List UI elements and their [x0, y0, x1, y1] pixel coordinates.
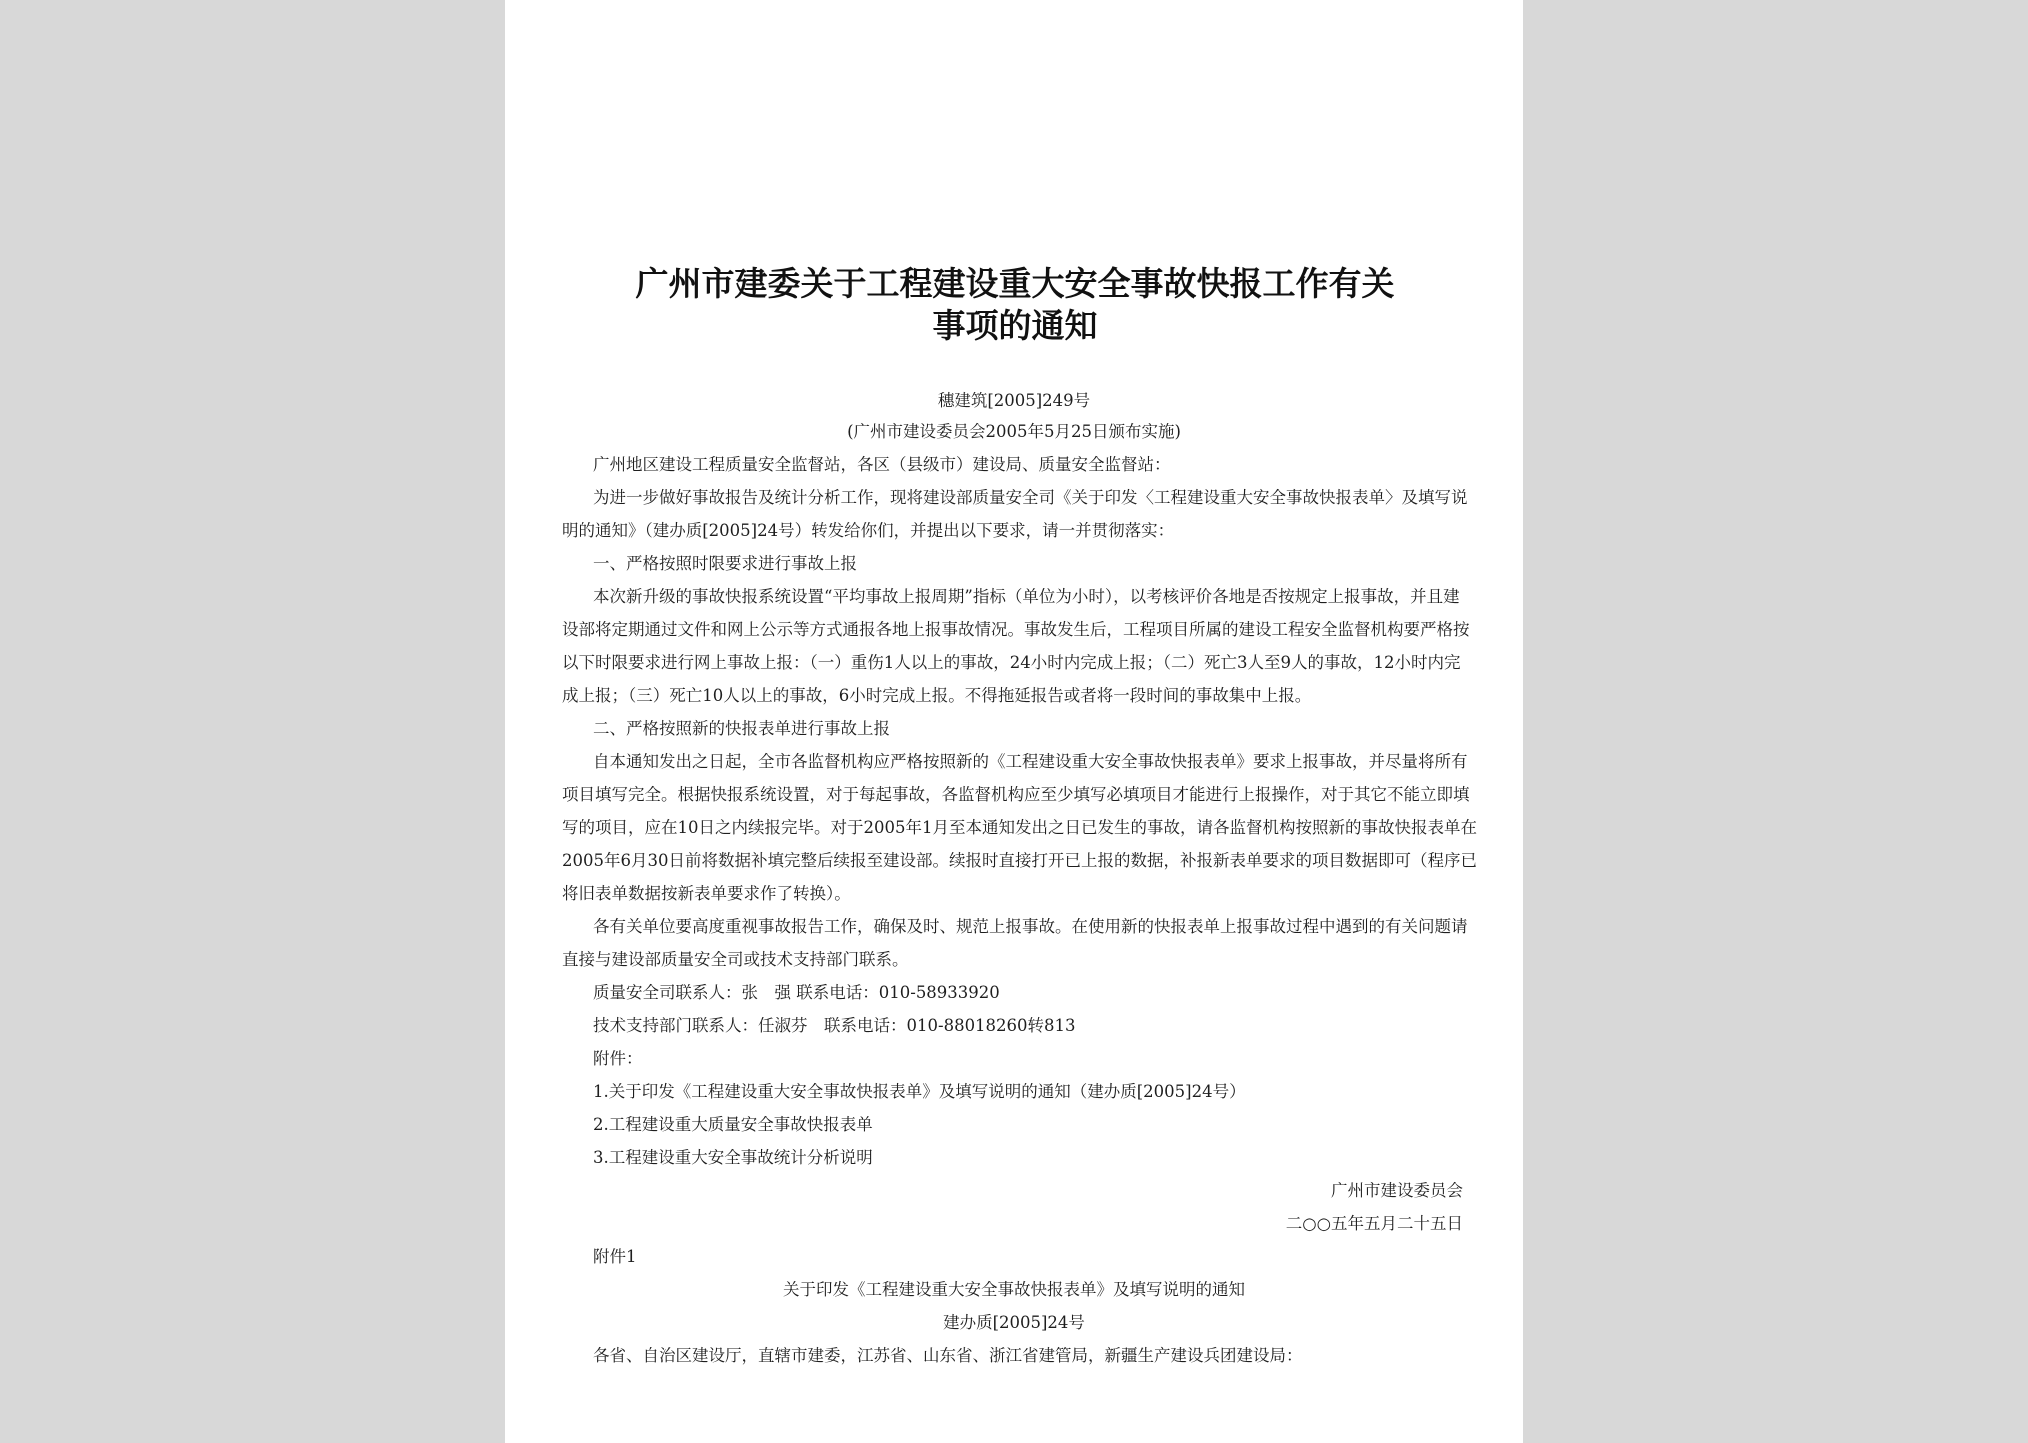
contact-line: 技术支持部门联系人：任淑芬 联系电话：010-88018260转813: [593, 1016, 1076, 1035]
paragraph-line: 直接与建设部质量安全司或技术支持部门联系。: [562, 950, 909, 969]
attachment-item: 3.工程建设重大安全事故统计分析说明: [593, 1148, 873, 1167]
paragraph-line: 自本通知发出之日起，全市各监督机构应严格按照新的《工程建设重大安全事故快报表单》要求上报事故，并尽量将所有: [593, 752, 1468, 771]
paragraph-line: 设部将定期通过文件和网上公示等方式通报各地上报事故情况。事故发生后，工程项目所属的建设工程安全监督机构要严格按: [562, 620, 1470, 639]
paragraph-line: 将旧表单数据按新表单要求作了转换）。: [562, 884, 851, 903]
contact-line: 质量安全司联系人：张 强 联系电话：010-58933920: [593, 983, 1000, 1002]
paragraph-line: 各有关单位要高度重视事故报告工作，确保及时、规范上报事故。在使用新的快报表单上报事故过程中遇到的有关问题请: [593, 917, 1468, 936]
paragraph-line: 为进一步做好事故报告及统计分析工作，现将建设部质量安全司《关于印发〈工程建设重大安全事故快报表单〉及填写说: [593, 488, 1468, 507]
annex-label: 附件1: [593, 1247, 637, 1266]
attachments-label: 附件：: [593, 1049, 643, 1068]
paragraph-line: 项目填写完全。根据快报系统设置，对于每起事故，各监督机构应至少填写必填项目才能进行上报操作，对于其它不能立即填: [562, 785, 1470, 804]
signature-org: 广州市建设委员会: [1331, 1181, 1463, 1200]
paragraph-line: 本次新升级的事故快报系统设置“平均事故上报周期”指标（单位为小时），以考核评价各地是否按规定上报事故，并且建: [593, 587, 1460, 606]
section-heading: 二、严格按照新的快报表单进行事故上报: [593, 719, 890, 738]
attachment-item: 1.关于印发《工程建设重大安全事故快报表单》及填写说明的通知（建办质[2005]24号）: [593, 1082, 1246, 1101]
paragraph-line: 以下时限要求进行网上事故上报：（一）重伤1人以上的事故，24小时内完成上报；（二）死亡3人至9人的事故，12小时内完: [562, 653, 1461, 672]
document-page: [505, 0, 1523, 1443]
annex-addressee: 各省、自治区建设厅，直辖市建委，江苏省、山东省、浙江省建管局，新疆生产建设兵团建设局：: [593, 1346, 1303, 1365]
signature-date: 二○○五年五月二十五日: [1285, 1214, 1463, 1233]
addressee: 广州地区建设工程质量安全监督站，各区（县级市）建设局、质量安全监督站：: [593, 455, 1171, 474]
issue-note: (广州市建设委员会2005年5月25日颁布实施): [847, 422, 1181, 441]
annex-title: 关于印发《工程建设重大安全事故快报表单》及填写说明的通知: [783, 1280, 1245, 1299]
paragraph-line: 2005年6月30日前将数据补填完整后续报至建设部。续报时直接打开已上报的数据，补报新表单要求的项目数据即可（程序已: [562, 851, 1477, 870]
document-number: 穗建筑[2005]249号: [937, 391, 1091, 410]
attachment-item: 2.工程建设重大质量安全事故快报表单: [593, 1115, 873, 1134]
paragraph-line: 成上报；（三）死亡10人以上的事故，6小时完成上报。不得拖延报告或者将一段时间的事故集中上报。: [562, 686, 1312, 705]
document-title-line1: 广州市建委关于工程建设重大安全事故快报工作有关: [635, 264, 1395, 303]
annex-number: 建办质[2005]24号: [943, 1313, 1085, 1332]
paragraph-line: 写的项目，应在10日之内续报完毕。对于2005年1月至本通知发出之日已发生的事故，请各监督机构按照新的事故快报表单在: [562, 818, 1477, 837]
paragraph-line: 明的通知》（建办质[2005]24号）转发给你们，并提出以下要求，请一并贯彻落实：: [562, 521, 1175, 540]
section-heading: 一、严格按照时限要求进行事故上报: [593, 554, 857, 573]
document-title-line2: 事项的通知: [932, 306, 1098, 345]
